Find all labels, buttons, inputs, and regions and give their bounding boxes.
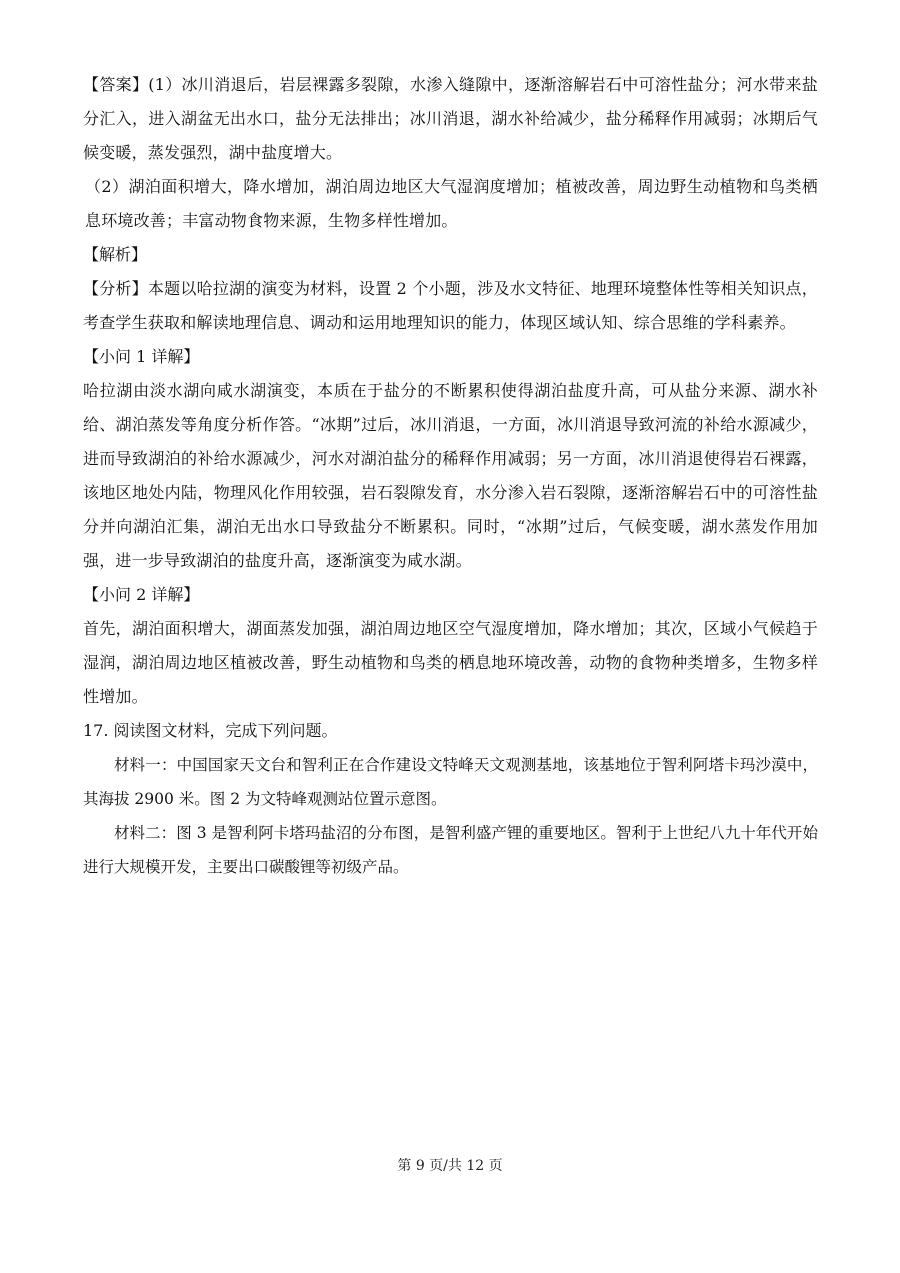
question-17-title: 17. 阅读图文材料，完成下列问题。 <box>83 721 338 740</box>
sub-question-2-label: 【小问 2 详解】 <box>83 585 200 604</box>
material-2: 材料二：图 3 是智利阿卡塔玛盐沼的分布图，是智利盛产锂的重要地区。智利于上世纪八九十年代开始进行大规模开发，主要出口碳酸锂等初级产品。 <box>83 824 818 876</box>
sub-question-1-label: 【小问 1 详解】 <box>83 347 200 366</box>
sub-question-2-detail: 首先，湖泊面积增大，湖面蒸发加强，湖泊周边地区空气湿度增加，降水增加；其次，区域小气候趋于湿润，湖泊周边地区植被改善，野生动植物和鸟类的栖息地环境改善，动物的食物种类增多，生物多样性增加。 <box>83 619 818 706</box>
sub-question-1-detail: 哈拉湖由淡水湖向咸水湖演变，本质在于盐分的不断累积使得湖泊盐度升高，可从盐分来源、湖水补给、湖泊蒸发等角度分析作答。“冰期”过后，冰川消退，一方面，冰川消退导致河流的补给水源减少，进而导致湖泊的补给水源减少，河水对湖泊盐分的稀释作用减弱；另一方面，冰川消退使得岩石裸露，该地区地处内陆，物理风化作用较强，岩石裂隙发育，水分渗入岩石裂隙，逐渐溶解岩石中的可溶性盐分并向湖泊汇集，湖泊无出水口导致盐分不断累积。同时，“冰期”过后，气候变暖，湖水蒸发作用加强，进一步导致湖泊的盐度升高，逐渐演变为咸水湖。 <box>83 381 818 570</box>
document-body <box>83 68 818 884</box>
answer-part-1: 【答案】(1）冰川消退后，岩层裸露多裂隙，水渗入缝隙中，逐渐溶解岩石中可溶性盐分；河水带来盐分汇入，进入湖盆无出水口，盐分无法排出；冰川消退，湖水补给减少，盐分稀释作用减弱；冰期后气候变暖，蒸发强烈，湖中盐度增大。 <box>83 75 818 162</box>
analysis-label: 【解析】 <box>83 245 148 264</box>
answer-part-2: （2）湖泊面积增大，降水增加，湖泊周边地区大气湿润度增加；植被改善，周边野生动植物和鸟类栖息环境改善；丰富动物食物来源，生物多样性增加。 <box>85 177 818 230</box>
material-1: 材料一：中国国家天文台和智利正在合作建设文特峰天文观测基地，该基地位于智利阿塔卡玛沙漠中，其海拔 2900 米。图 2 为文特峰观测站位置示意图。 <box>83 756 818 808</box>
analysis-summary: 【分析】本题以哈拉湖的演变为材料，设置 2 个小题，涉及水文特征、地理环境整体性等相关知识点，考查学生获取和解读地理信息、调动和运用地理知识的能力，体现区域认知、综合思维的学科素养。 <box>83 279 818 332</box>
page-number-footer: 第 9 页/共 12 页 <box>397 1158 503 1174</box>
